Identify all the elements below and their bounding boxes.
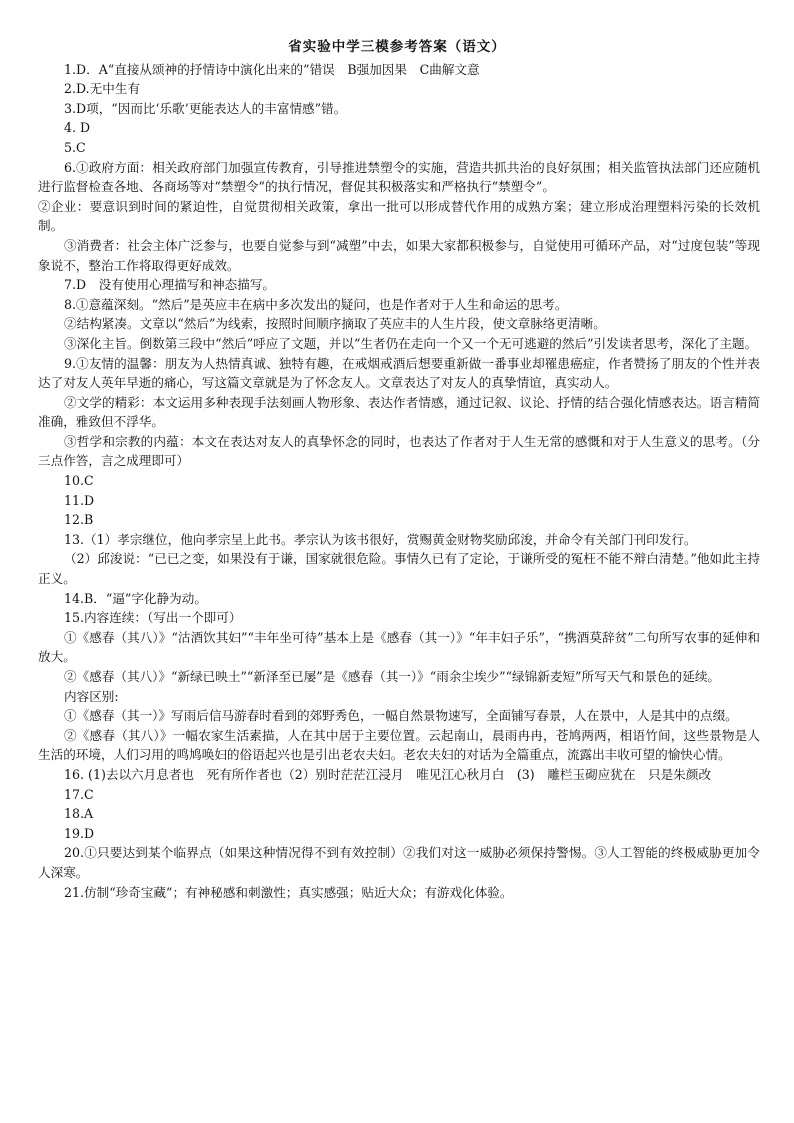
answer-line: ①《感春（其八）》“沽酒饮其妇”“丰年坐可待”基本上是《感春（其一）》“年丰妇子乐”，“携酒莫辞贫”二句所写农事的延伸和放大。 — [38, 629, 760, 665]
answer-line: 15.内容连续：（写出一个即可） — [64, 610, 242, 626]
answer-line: 12.B — [64, 512, 94, 528]
answer-line: ②《感春（其八）》一幅农家生活素描，人在其中居于主要位置。云起南山，晨雨冉冉，苍鸠两两，相语竹间，这些景物是人生活的环境，人们习用的鸣鸠唤妇的俗语起兴也是引出老农夫妇。老农夫妇的对话为全篇重点，流露出丰收可望的愉快心情。 — [38, 727, 760, 763]
answer-line: 18.A — [64, 806, 94, 822]
page-title: 省实验中学三模参考答案（语文） — [288, 39, 506, 55]
answer-list — [38, 60, 760, 903]
answer-line: 20.①只要达到某个临界点（如果这种情况得不到有效控制）②我们对这一威胁必须保持警惕。③人工智能的终极威胁更加令人深寒。 — [38, 845, 760, 880]
answer-line: ②文学的精彩：本文运用多种表现手法刻画人物形象、表达作者情感，通过记叙、议论、抒情的结合强化情感表达。语言精简准确，雅致但不浮华。 — [38, 394, 760, 430]
answer-line: ②企业：要意识到时间的紧迫性，自觉贯彻相关政策，拿出一批可以形成替代作用的成熟方案；建立形成治理塑料污染的长效机制。 — [38, 198, 760, 234]
answer-line: 2.D.无中生有 — [64, 81, 141, 97]
answer-line: ③深化主旨。倒数第三段中“然后”呼应了文题，并以“生者仍在走向一个又一个无可逃避的然后”引发读者思考，深化了主题。 — [64, 335, 758, 351]
answer-line: 内容区别: — [64, 688, 119, 704]
answer-line: 16. (1)去以六月息者也 死有所作者也（2）别时茫茫江浸月 唯见江心秋月白 (3) 雕栏玉砌应犹在 只是朱颜改 — [64, 766, 712, 782]
answer-line: 5.C — [64, 139, 86, 155]
answer-line: 4. D — [64, 120, 91, 136]
answer-line: 14.B．“逼”字化静为动。 — [64, 590, 207, 606]
answer-line: 11.D — [64, 492, 95, 508]
answer-line: 7.D 没有使用心理描写和神态描写。 — [64, 277, 276, 293]
answer-line: 8.①意蕴深刻。“然后”是英应丰在病中多次发出的疑问，也是作者对于人生和命运的思考。 — [64, 296, 568, 312]
answer-line: ②《感春（其八）》“新绿已映土”“新泽至已屡”是《感春（其一）》“雨余尘埃少”“绿锦新麦短”所写天气和景色的延续。 — [64, 669, 721, 684]
answer-line: 21.仿制“珍奇宝藏”；有神秘感和刺激性；真实感强；贴近大众；有游戏化体验。 — [64, 884, 513, 900]
answer-line: 17.C — [64, 786, 94, 802]
answer-line: （2）邱浚说：“已已之变，如果没有于谦，国家就很危险。事情久已有了定论，于谦所受的冤枉不能不辩白清楚。”他如此主持正义。 — [38, 551, 760, 587]
answer-line: ②结构紧凑。文章以“然后”为线索，按照时间顺序摘取了英应丰的人生片段，使文章脉络更清晰。 — [64, 316, 606, 332]
answer-line: ①《感春（其一）》写雨后信马游春时看到的郊野秀色，一幅自然景物速写，全面铺写春景，人在景中，人是其中的点缀。 — [64, 708, 738, 724]
answer-line: 3.D项，“因而比‘乐歌’更能表达人的丰富情感”错。 — [64, 100, 347, 116]
answer-line: 6.①政府方面：相关政府部门加强宣传教育，引导推进禁塑令的实施，营造共抓共治的良好氛围；相关监管执法部门还应随机进行监督检查各地、各商场等对“禁塑令”的执行情况，督促其积极落实和严格执行“禁塑令”。 — [38, 159, 760, 195]
answer-line: 13.（1）孝宗继位，他向孝宗呈上此书。孝宗认为该书很好，赏赐黄金财物奖励邱浚，并命令有关部门刊印发行。 — [64, 531, 697, 547]
answer-line: 9.①友情的温馨：朋友为人热情真诚、独特有趣，在戒烟戒酒后想要重新做一番事业却罹患癌症，作者赞扬了朋友的个性并表达了对友人英年早逝的痛心，写这篇文章就是为了怀念友人。文章表达了对友人的真挚情谊，真实动人。 — [38, 355, 760, 391]
answer-line: 10.C — [64, 473, 94, 489]
answer-line: 1.D．A“直接从颂神的抒情诗中演化出来的”错误 B强加因果 C曲解文意 — [64, 61, 480, 77]
answer-line: ③消费者：社会主体广泛参与，也要自觉参与到“减塑”中去，如果大家都积极参与，自觉使用可循环产品，对“过度包装”等现象说不，整治工作将取得更好成效。 — [38, 237, 760, 273]
answer-line: 19.D — [64, 825, 95, 841]
answer-line: ③哲学和宗教的内蕴：本文在表达对友人的真挚怀念的同时，也表达了作者对于人生无常的感慨和对于人生意义的思考。（分三点作答，言之成理即可） — [38, 433, 760, 469]
